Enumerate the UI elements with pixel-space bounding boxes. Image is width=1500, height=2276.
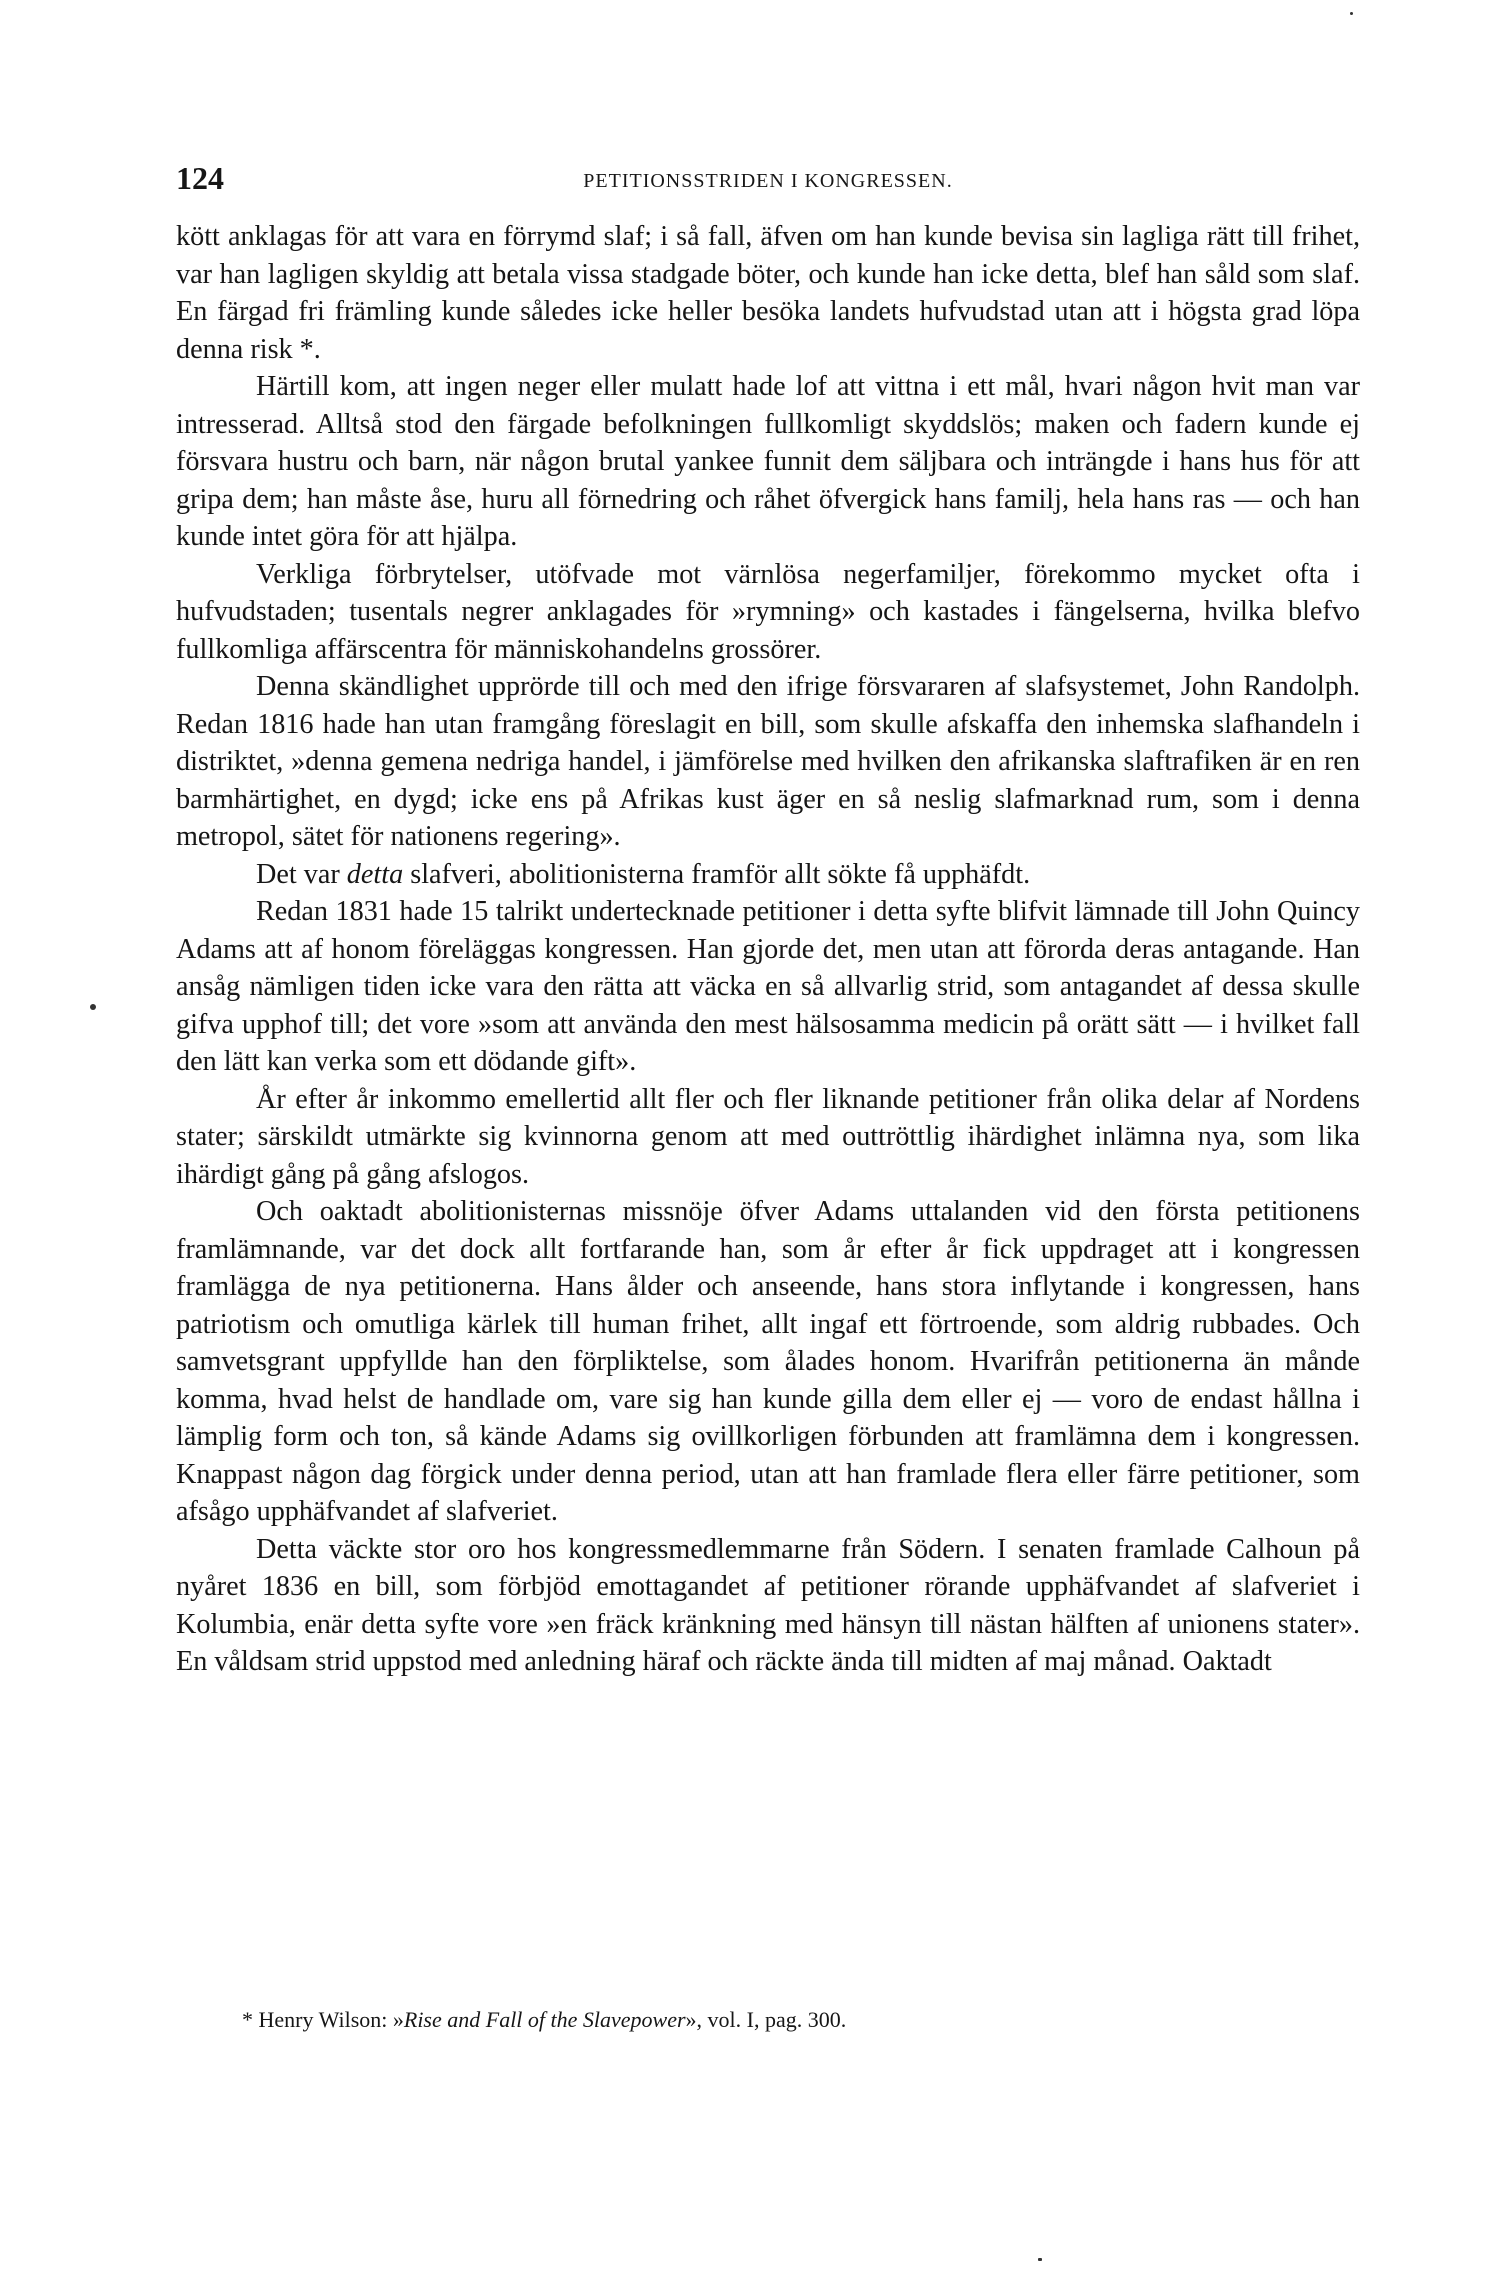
paragraph: Detta väckte stor oro hos kongressmedlemmarne från Södern. I senaten framlade Calhoun på nyåret 1836 en bill, som förbjöd emottagandet af petitioner rörande upphäfvandet af slafveriet i Kolumbia, enär detta syfte vore »en fräck kränkning med hänsyn till nästan hälften af unionens stater». En våldsam strid uppstod med anledning häraf och räckte ända till midten af maj månad. Oaktadt [176, 1533, 1360, 1677]
paragraph: Redan 1831 hade 15 talrikt undertecknade petitioner i detta syfte blifvit lämnade till John Quincy Adams att af honom föreläggas kongressen. Han gjorde det, men utan att förorda deras antagande. Han ansåg nämligen tiden icke vara den rätta att väcka en så allvarlig strid, som antagandet af dessa skulle gifva upphof till; det vore »som att använda den mest hälsosamma medicin på orätt sätt — i hvilket fall den lätt kan verka som ett dödande gift». [176, 896, 1360, 1077]
running-title: PETITIONSSTRIDEN I KONGRESSEN. [583, 170, 953, 192]
margin-speck [1350, 12, 1353, 15]
footnote-quote-close: » [685, 2007, 697, 2032]
emphasized-word: detta [346, 858, 404, 890]
paragraph [176, 856, 1360, 894]
footnote-book-title: Rise and Fall of the Slavepower [403, 2007, 686, 2032]
footnote-quote-open: » [392, 2007, 404, 2032]
paragraph-text: Det var [256, 858, 347, 890]
footnote-marker: * [242, 2007, 253, 2032]
paragraph: Och oaktadt abolitionisternas missnöje öfver Adams uttalanden vid den första petitionens framlämnande, var det dock allt fortfarande han, som år efter år fick uppdraget att i kongressen framlägga de nya petitionerna. Hans ålder och anseende, hans stora inflytande i kongressen, hans patriotism och omutliga kärlek till human frihet, allt ingaf ett förtroende, som aldrig rubbades. Och samvetsgrant uppfyllde han den förpliktelse, som ålades honom. Hvarifrån petitionerna än månde komma, hvad helst de handlade om, vare sig han kunde gilla dem eller ej — voro de endast hållna i lämplig form och ton, så kände Adams sig ovillkorligen förbunden att framlämna dem i kongressen. Knappast någon dag förgick under denna period, utan att han framlade flera eller färre petitioner, som afsågo upphäfvandet af slafveriet. [176, 1196, 1360, 1527]
book-page [176, 160, 1360, 1681]
footnote-author: Henry Wilson: [258, 2007, 388, 2032]
paragraph: Denna skändlighet upprörde till och med den ifrige försvararen af slafsystemet, John Randolph. Redan 1816 hade han utan framgång föreslagit en bill, som skulle afskaffa den inhemska slafhandeln i distriktet, »denna gemena nedriga handel, i jämförelse med hvilken den afrikanska slaftrafiken är en ren barmhärtighet, en dygd; icke ens på Afrikas kust äger en så neslig slafmarknad rum, som i denna metropol, sätet för nationens regering». [176, 671, 1360, 852]
page-number: 124 [176, 160, 224, 196]
running-head [176, 160, 1360, 210]
paragraph: Verkliga förbrytelser, utöfvade mot värnlösa negerfamiljer, förekommo mycket ofta i hufvudstaden; tusentals negrer anklagades för »rymning» och kastades i fängelserna, hvilka blefvo fullkomliga affärscentra för människohandelns grossörer. [176, 558, 1360, 665]
paragraph: kött anklagas för att vara en förrymd slaf; i så fall, äfven om han kunde bevisa sin lagliga rätt till frihet, var han lagligen skyldig att betala vissa stadgade böter, och kunde han icke detta, blef han såld som slaf. En färgad fri främling kunde således icke heller besöka landets hufvudstad utan att i högsta grad löpa denna risk *. [176, 221, 1360, 365]
margin-speck [90, 1004, 96, 1010]
footnote [242, 2007, 846, 2033]
paragraph: Härtill kom, att ingen neger eller mulatt hade lof att vittna i ett mål, hvari någon hvit man var intresserad. Alltså stod den färgade befolkningen fullkomligt skyddslös; maken och fadern kunde ej försvara hustru och barn, när någon brutal yankee funnit dem säljbara och inträngde i hans hus för att gripa dem; han måste åse, huru all förnedring och råhet öfvergick hans familj, hela hans ras — och han kunde intet göra för att hjälpa. [176, 371, 1360, 552]
body-text [176, 218, 1360, 1681]
footnote-reference: , vol. I, pag. 300. [696, 2007, 847, 2032]
margin-speck [1038, 2258, 1042, 2261]
paragraph: År efter år inkommo emellertid allt fler och fler liknande petitioner från olika delar af Nordens stater; särskildt utmärkte sig kvinnorna genom att med outtröttlig ihärdighet inlämna nya, som lika ihärdigt gång på gång afslogos. [176, 1083, 1360, 1190]
paragraph-text: slafveri, abolitionisterna framför allt sökte få upphäfdt. [403, 858, 1031, 890]
